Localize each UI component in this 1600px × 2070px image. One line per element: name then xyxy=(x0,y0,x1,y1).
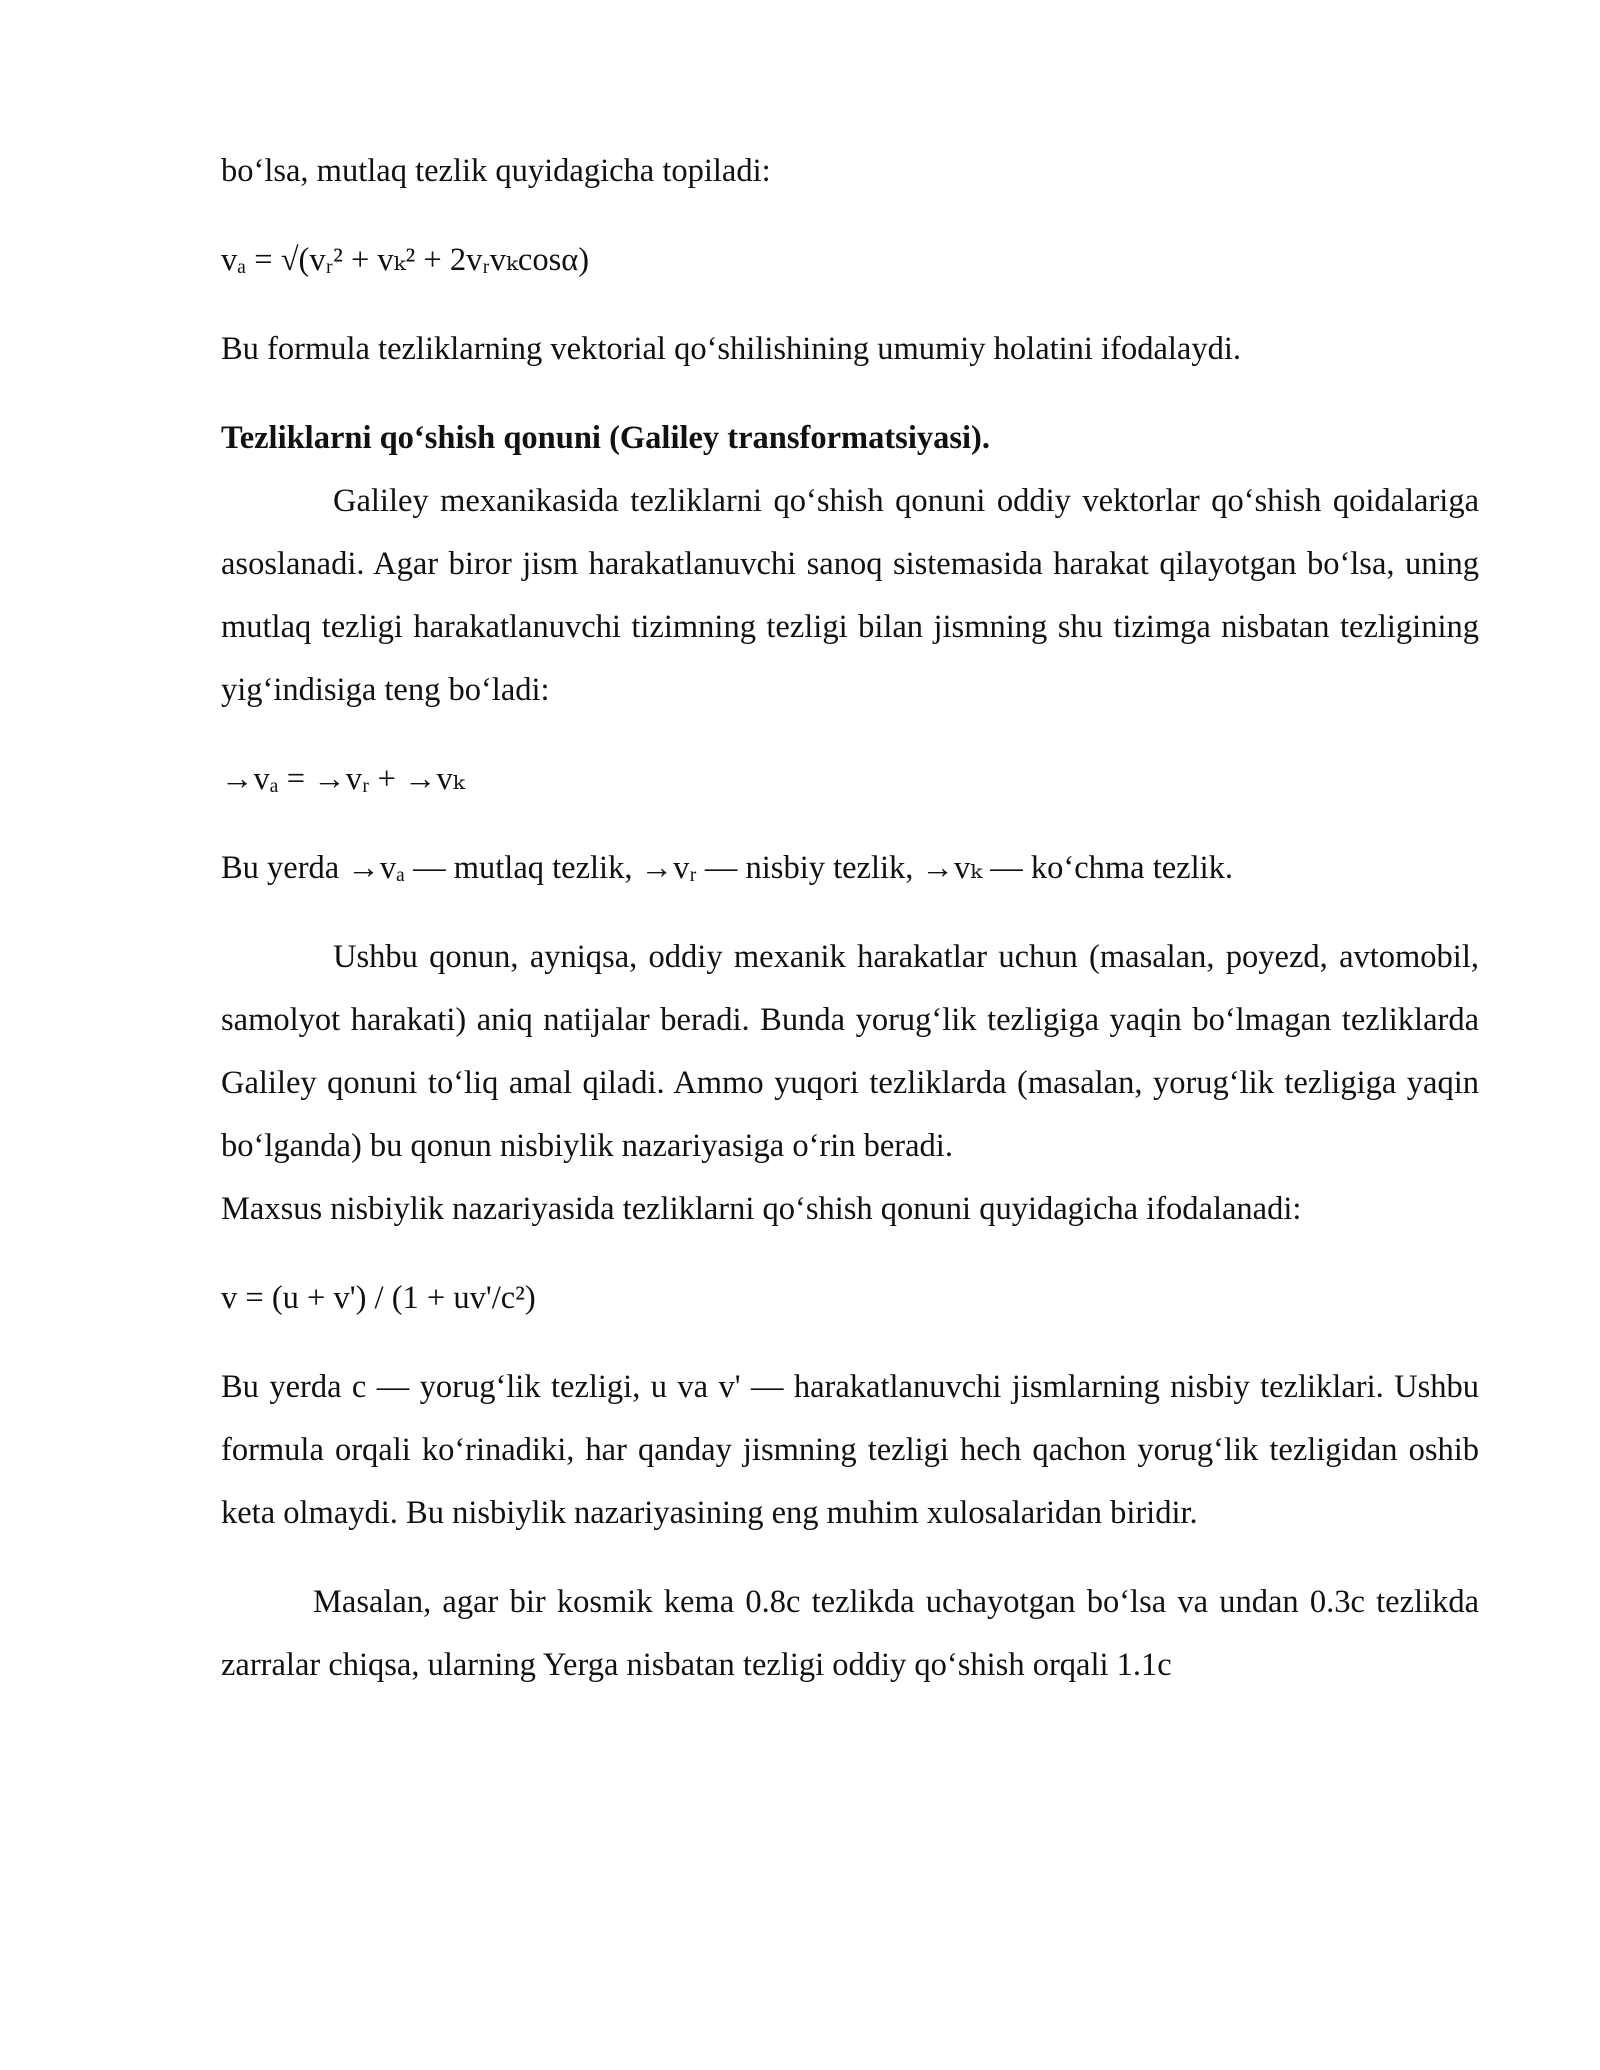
document-page xyxy=(221,140,1479,1697)
paragraph-formula-note: Bu formula tezliklarning vektorial qo‘shilishining umumiy holatini ifodalaydi. xyxy=(221,331,1241,367)
paragraph-intro: bo‘lsa, mutlaq tezlik quyidagicha topiladi: xyxy=(221,153,771,189)
formula-absolute-velocity: vₐ = √(vᵣ² + vₖ² + 2vᵣvₖcosα) xyxy=(221,242,590,278)
paragraph-relativity-explanation: Bu yerda c — yorug‘lik tezligi, u va v' — harakatlanuvchi jismlarning nisbiy tezliklari. Ushbu formula orqali ko‘rinadiki, har qanday jismning tezligi hech qachon yorug‘lik tezligidan oshib keta olmaydi. Bu nisbiylik nazariyasining eng muhim xulosalaridan biridir. xyxy=(221,1369,1479,1531)
paragraph-relativity-intro: Maxsus nisbiylik nazariyasida tezliklarni qo‘shish qonuni quyidagicha ifodalanadi: xyxy=(221,1191,1302,1227)
paragraph-galileo: Galiley mexanikasida tezliklarni qo‘shish qonuni oddiy vektorlar qo‘shish qoidalariga asoslanadi. Agar biror jism harakatlanuvchi sanoq sistemasida harakat qilayotgan bo‘lsa, uning mutlaq tezligi harakatlanuvchi tizimning tezligi bilan jismning shu tizimga nisbatan tezligining yig‘indisiga teng bo‘ladi: xyxy=(221,483,1479,708)
paragraph-definitions: Bu yerda →vₐ — mutlaq tezlik, →vᵣ — nisbiy tezlik, →vₖ — ko‘chma tezlik. xyxy=(221,850,1234,886)
formula-relativistic-addition: v = (u + v') / (1 + uv'/c²) xyxy=(221,1280,536,1316)
paragraph-applicability: Ushbu qonun, ayniqsa, oddiy mexanik harakatlar uchun (masalan, poyezd, avtomobil, samolyot harakati) aniq natijalar beradi. Bunda yorug‘lik tezligiga yaqin bo‘lmagan tezliklarda Galiley qonuni to‘liq amal qiladi. Ammo yuqori tezliklarda (masalan, yorug‘lik tezligiga yaqin bo‘lganda) bu qonun nisbiylik nazariyasiga o‘rin beradi. xyxy=(221,939,1479,1164)
formula-vector-sum: →vₐ = →vᵣ + →vₖ xyxy=(221,761,465,797)
paragraph-example: Masalan, agar bir kosmik kema 0.8c tezlikda uchayotgan bo‘lsa va undan 0.3c tezlikda zarralar chiqsa, ularning Yerga nisbatan tezligi oddiy qo‘shish orqali 1.1c xyxy=(221,1584,1479,1683)
section-heading: Tezliklarni qo‘shish qonuni (Galiley transformatsiyasi). xyxy=(221,420,990,456)
